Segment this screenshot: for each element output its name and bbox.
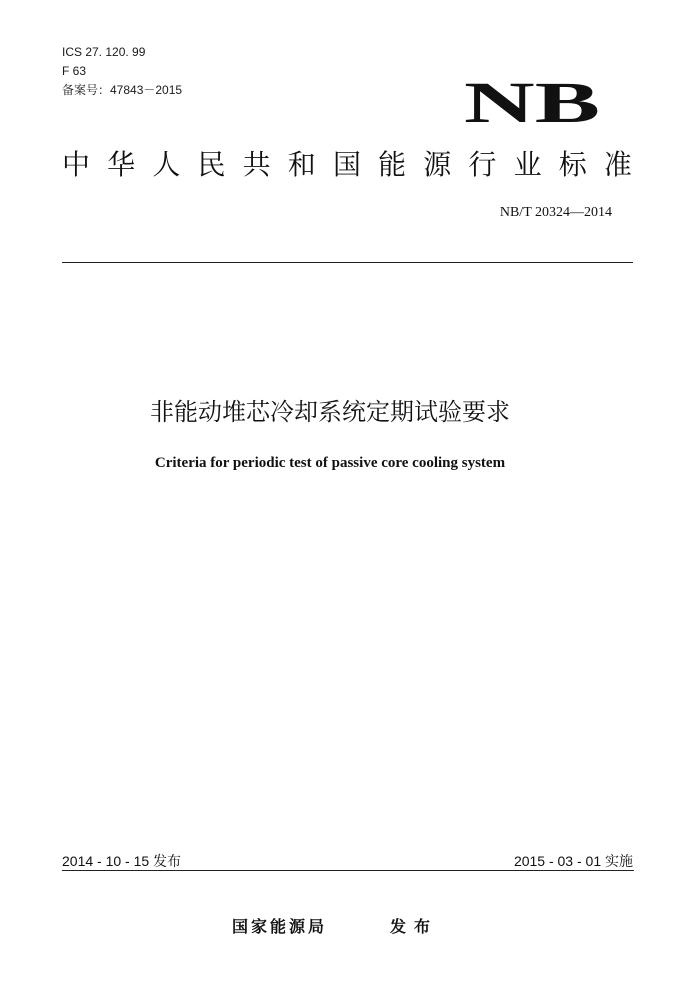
org-title-char: 业 — [513, 148, 542, 181]
org-title-char: 准 — [603, 148, 632, 181]
org-title-char: 和 — [287, 148, 316, 181]
nb-logo — [462, 74, 602, 130]
nb-logo-text: NB — [464, 74, 600, 130]
header-divider — [62, 262, 633, 263]
ccs-code: F 63 — [62, 64, 87, 78]
org-title-char: 标 — [558, 148, 587, 181]
org-title-char: 源 — [423, 148, 452, 181]
org-title-char: 能 — [378, 148, 407, 181]
org-title-char: 民 — [197, 148, 226, 181]
publisher-name: 国家能源局 — [232, 917, 328, 936]
org-title-char: 中 — [62, 148, 91, 181]
implementation-date: 2015 - 03 - 01 实施 — [513, 853, 633, 869]
record-number: 备案号：47843－2015 — [62, 83, 183, 97]
document-title-english: Criteria for periodic test of passive core cooling system — [154, 455, 506, 471]
nb-logo-graphic — [462, 74, 602, 130]
issue-date: 2014 - 10 - 15 发布 — [62, 853, 182, 869]
industry-standard-title — [62, 147, 632, 183]
publish-label: 发布 — [390, 917, 439, 936]
org-title-char: 人 — [152, 148, 181, 181]
org-title-char: 共 — [242, 148, 271, 181]
standard-number: NB/T 20324—2014 — [499, 205, 612, 220]
org-title-char: 华 — [107, 148, 136, 181]
footer-divider — [62, 870, 634, 871]
classification-block — [62, 43, 182, 100]
document-title-chinese: 非能动堆芯冷却系统定期试验要求 — [150, 398, 510, 426]
org-title-char: 国 — [332, 148, 361, 181]
org-title-char: 行 — [468, 148, 497, 181]
ics-code: ICS 27. 120. 99 — [62, 45, 146, 59]
